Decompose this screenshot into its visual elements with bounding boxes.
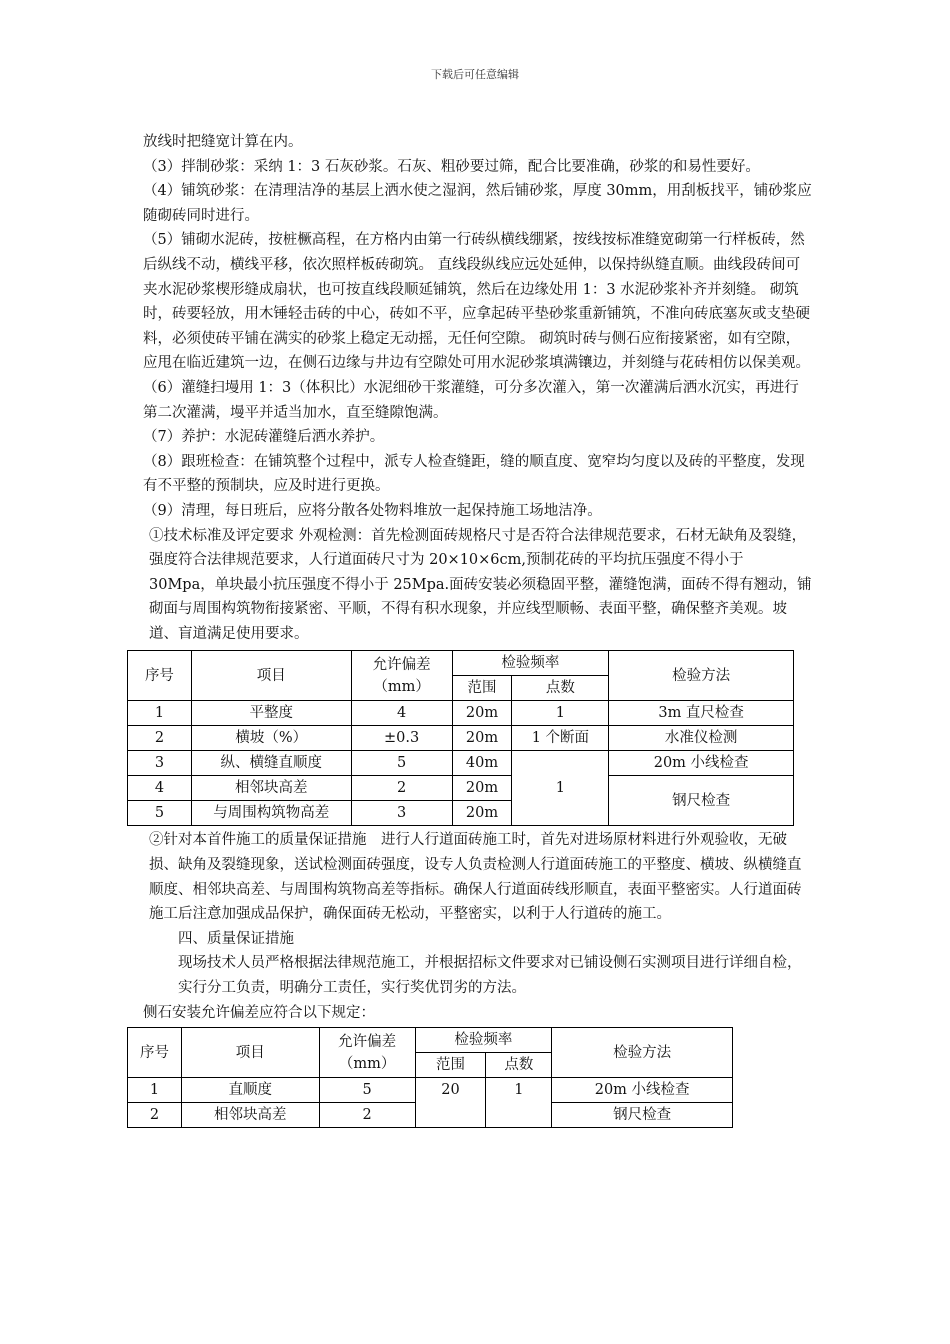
table-row	[128, 776, 794, 801]
paragraph: ②针对本首件施工的质量保证措施 进行人行道面砖施工时，首先对进场原材料进行外观验收，无破损、缺角及裂缝现象，送试检测面砖强度，设专人负责检测人行道面砖施工的平整度、横坡、纵横缝直顺度、相邻块高差、与周围构筑物高差等指标。确保人行道面砖线形顺直，表面平整密实。人行道面砖施工后注意加强成品保护，确保面砖无松动，平整密实，以利于人行道砖的施工。	[149, 832, 802, 923]
table-row	[128, 701, 794, 726]
cell-range: 20m	[452, 726, 512, 751]
cell-item: 直顺度	[181, 1078, 319, 1103]
header-no: 序号	[128, 1028, 182, 1078]
header-item: 项目	[191, 651, 351, 701]
paragraph: 现场技术人员严格根据法律规范施工，并根据招标文件要求对已铺设侧石实测项目进行详细自检，实行分工负责，明确分工责任，实行奖优罚劣的方法。	[178, 955, 802, 997]
paragraph: （6）灌缝扫墁用 1：3（体积比）水泥细砂干浆灌缝，可分多次灌入，第一次灌满后洒水沉实，再进行第二次灌满，墁平并适当加水，直至缝隙饱满。	[143, 379, 799, 421]
cell-no: 5	[128, 801, 192, 826]
cell-item: 横坡（%）	[191, 726, 351, 751]
paragraph: 侧石安装允许偏差应符合以下规定：	[143, 1004, 375, 1021]
paragraph: 放线时把缝宽计算在内。	[143, 134, 303, 150]
paragraph: ①技术标准及评定要求 外观检测：首先检测面砖规格尺寸是否符合法律规范要求，石材无缺角及裂缝，强度符合法律规范要求，人行道面砖尺寸为 20×10×6cm,预制花砖的平均抗压强度不得小于 30Mpa，单块最小抗压强度不得小于 25Mpa.面砖安装必须稳固平整，灌缝饱满，面砖不得有翘动，铺砌面与周围构筑物衔接紧密、平顺，不得有积水现象，并应线型顺畅、表面平整，确保整齐美观。坡道、盲道满足使用要求。	[149, 527, 812, 642]
header-tolerance	[351, 651, 452, 701]
section-heading: 四、质量保证措施	[178, 930, 294, 947]
header-no: 序号	[128, 651, 192, 701]
cell-method: 钢尺检查	[552, 1103, 733, 1128]
cell-range: 20m	[452, 701, 512, 726]
cell-tolerance: 5	[351, 751, 452, 776]
header-item: 项目	[181, 1028, 319, 1078]
cell-range: 20	[415, 1078, 486, 1128]
cell-range: 20m	[452, 776, 512, 801]
table-row	[128, 1078, 733, 1103]
cell-method: 3m 直尺检查	[609, 701, 794, 726]
cell-tolerance: 4	[351, 701, 452, 726]
header-tolerance-line2: （mm）	[373, 678, 430, 695]
header-tolerance	[319, 1028, 415, 1078]
header-frequency: 检验频率	[452, 651, 609, 676]
cell-method: 20m 小线检查	[609, 751, 794, 776]
cell-range: 40m	[452, 751, 512, 776]
cell-tolerance: 2	[319, 1103, 415, 1128]
cell-no: 1	[128, 701, 192, 726]
cell-tolerance: 3	[351, 801, 452, 826]
cell-method: 水准仪检测	[609, 726, 794, 751]
header-points: 点数	[486, 1053, 552, 1078]
paragraph: （8）跟班检查：在铺筑整个过程中，派专人检查缝距，缝的顺直度、宽窄均匀度以及砖的平整度，发现有不平整的预制块，应及时进行更换。	[143, 453, 805, 495]
cell-item: 相邻块高差	[191, 776, 351, 801]
table-row	[128, 751, 794, 776]
header-tolerance-line1: 允许偏差	[338, 1033, 397, 1050]
header-tolerance-line2: （mm）	[338, 1055, 396, 1072]
page-header: 下载后可任意编辑	[431, 68, 519, 81]
cell-points: 1	[512, 751, 609, 826]
paragraph: （7）养护：水泥砖灌缝后洒水养护。	[143, 429, 385, 446]
paragraph: （3）拌制砂浆：采纳 1：3 石灰砂浆。石灰、粗砂要过筛，配合比要准确，砂浆的和易性要好。	[143, 158, 760, 175]
cell-no: 2	[128, 1103, 182, 1128]
cell-no: 3	[128, 751, 192, 776]
paragraph: （9）清理，每日班后，应将分散各处物料堆放一起保持施工场地洁净。	[143, 502, 602, 519]
cell-method: 20m 小线检查	[552, 1078, 733, 1103]
cell-item: 纵、横缝直顺度	[191, 751, 351, 776]
cell-no: 2	[128, 726, 192, 751]
curb-tolerance-table	[127, 1027, 733, 1128]
header-frequency: 检验频率	[415, 1028, 552, 1053]
header-method: 检验方法	[552, 1028, 733, 1078]
paragraph: （4）铺筑砂浆：在清理洁净的基层上洒水使之湿润，然后铺砂浆，厚度 30mm，用刮板找平，铺砂浆应随砌砖同时进行。	[143, 183, 812, 224]
cell-range: 20m	[452, 801, 512, 826]
header-range: 范围	[452, 676, 512, 701]
cell-tolerance: ±0.3	[351, 726, 452, 751]
cell-tolerance: 2	[351, 776, 452, 801]
table-row	[128, 726, 794, 751]
cell-points: 1	[512, 701, 609, 726]
header-range: 范围	[415, 1053, 486, 1078]
cell-points: 1 个断面	[512, 726, 609, 751]
cell-method: 钢尺检查	[609, 776, 794, 826]
paragraph: （5）铺砌水泥砖，按桩橛高程，在方格内由第一行砖纵横线绷紧，按线按标准缝宽砌第一行样板砖，然后纵线不动，横线平移，依次照样板砖砌筑。 直线段纵线应远处延伸，以保持纵缝直顺。曲线段砖间可夹水泥砂浆楔形缝成扇状，也可按直线段顺延铺筑，然后在边缘处用 1：3 水泥砂浆补齐并刻缝。 砌筑时，砖要轻放，用木锤轻击砖的中心，砖如不平，应拿起砖平垫砂浆重新铺筑，不准向砖底塞灰或支垫硬料，必须使砖平铺在满实的砂浆上稳定无动摇，无任何空隙。 砌筑时砖与侧石应衔接紧密，如有空隙，应甩在临近建筑一边，在侧石边缘与井边有空隙处可用水泥砂浆填满镶边，并刻缝与花砖相仿以保美观。	[143, 232, 810, 372]
header-tolerance-line1: 允许偏差	[372, 656, 431, 673]
cell-tolerance: 5	[319, 1078, 415, 1103]
header-method: 检验方法	[609, 651, 794, 701]
cell-item: 与周围构筑物高差	[191, 801, 351, 826]
cell-item: 相邻块高差	[181, 1103, 319, 1128]
cell-no: 4	[128, 776, 192, 801]
cell-no: 1	[128, 1078, 182, 1103]
cell-points: 1	[486, 1078, 552, 1128]
document-body	[139, 130, 813, 1128]
header-points: 点数	[512, 676, 609, 701]
paving-tolerance-table	[127, 650, 794, 826]
cell-item: 平整度	[191, 701, 351, 726]
